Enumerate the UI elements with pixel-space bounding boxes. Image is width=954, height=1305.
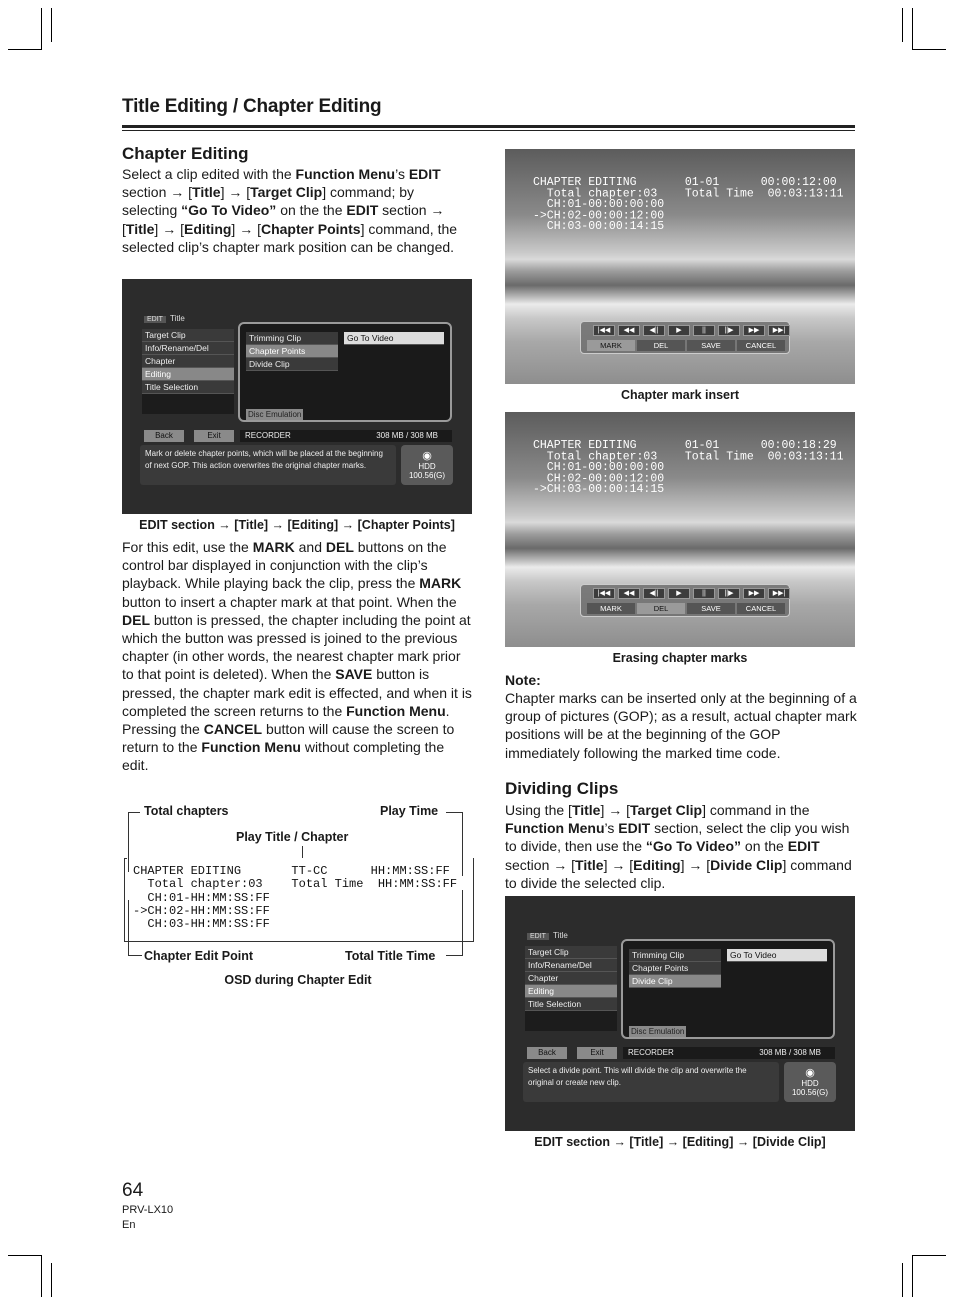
label-chapter-edit-point: Chapter Edit Point [144,949,254,963]
screen3-caption: EDIT section → [Title] → [Editing] → [Divide Clip] [534,1135,826,1149]
menu-panel [238,322,452,422]
section-heading-chapter-editing: Chapter Editing [122,144,249,163]
disc-icon: ◉ [805,1067,815,1079]
recorder-bar [623,1047,835,1059]
osd-line: CHAPTER EDITING TT-CC HH:MM:SS:FF [133,864,450,878]
osd-line: CH:01-00:00:00:00 [533,197,665,212]
step-forward-button[interactable]: ||▶ [718,588,740,599]
beach-osd [533,438,844,497]
cancel-button[interactable]: CANCEL [737,603,785,614]
note-heading: Note: [505,672,541,688]
crop-mark [912,49,946,50]
menu-left-column [525,946,617,1031]
pause-button[interactable]: || [693,325,715,336]
menu-item[interactable]: Target Clip [142,329,234,342]
menu-item[interactable]: Info/Rename/Del [525,959,617,972]
go-to-video-item[interactable]: Go To Video [727,949,827,962]
edit-menu-screen-divide-clip [505,896,855,1131]
save-button[interactable]: SAVE [687,603,735,614]
menu-item[interactable]: Divide Clip [629,975,721,988]
capacity-value: 308 MB / 308 MB [376,431,438,440]
pause-button[interactable]: || [693,588,715,599]
page-number: 64 [122,1180,144,1201]
label-total-title-time: Total Title Time [345,949,436,963]
go-to-video-item[interactable]: Go To Video [344,332,444,345]
osd-line: CHAPTER EDITING 01-01 00:00:18:29 [533,438,837,453]
mark-button[interactable]: MARK [587,340,635,351]
osd-line: ->CH:02-00:00:12:00 [533,208,665,223]
skip-back-button[interactable]: |◀◀ [593,325,615,336]
menu-item[interactable]: Chapter [525,972,617,985]
disc-emulation-item[interactable]: Disc Emulation [631,1027,685,1036]
help-message: Select a divide point. This will divide the clip and overwrite the original or create new clip. [523,1062,779,1102]
save-button[interactable]: SAVE [687,340,735,351]
crop-mark [51,1263,52,1297]
note-text: Chapter marks can be inserted only at the beginning of a group of pictures (GOP); as a result, actual chapter mark positions will be at the beginning of the GOP immediately following the marked time code. [505,690,857,761]
osd-caption: OSD during Chapter Edit [224,973,372,987]
recorder-label: RECORDER [628,1048,674,1057]
crop-mark [912,1255,913,1297]
help-message: Mark or delete chapter points, which will be placed at the beginning of next GOP. This action overwrites the original chapter marks. [140,445,396,485]
osd-line: CH:01-00:00:00:00 [533,460,665,475]
page-title: Title Editing / Chapter Editing [122,96,382,117]
language-code: En [122,1219,136,1231]
menu-mid-column [629,949,721,988]
skip-forward-button[interactable]: ▶▶| [768,325,790,336]
osd-line: CH:03-HH:MM:SS:FF [133,917,270,932]
osd-line: Total chapter:03 Total Time HH:MM:SS:FF [133,877,458,892]
cancel-button[interactable]: CANCEL [737,340,785,351]
crop-mark [902,1263,903,1297]
play-button[interactable]: ▶ [668,325,690,336]
menu-left-column [142,329,234,414]
recorder-bar [240,430,452,442]
play-button[interactable]: ▶ [668,588,690,599]
rewind-button[interactable]: ◀◀ [618,325,640,336]
model-code: PRV-LX10 [122,1204,174,1216]
osd-line: Total chapter:03 Total Time 00:03:13:11 [533,449,844,464]
menu-item[interactable]: Title Selection [525,998,617,1011]
control-bar [580,584,790,617]
title-rule-thin [122,130,855,131]
osd-lines [133,865,457,931]
del-button[interactable]: DEL [637,603,685,614]
recorder-label: RECORDER [245,431,291,440]
chapter-editing-intro: Select a clip edited with the Function Menu’s EDIT section → [Title] → [Target Clip] command; by selecting “Go To Video” on the the EDIT section → [Title] → [Editing] → [Chapter Points] command, the selected clip’s chapter mark position can be changed. [122,166,458,255]
crop-mark [41,1255,42,1297]
disc-icon: ◉ [422,450,432,462]
back-button[interactable]: Back [527,1047,567,1059]
back-button[interactable]: Back [144,430,184,442]
hdd-label: HDD [801,1079,819,1088]
osd-line: CH:02-00:00:12:00 [533,471,665,486]
menu-item[interactable]: Target Clip [525,946,617,959]
crop-mark [8,1255,42,1256]
rewind-button[interactable]: ◀◀ [618,588,640,599]
menu-item[interactable]: Chapter Points [629,962,721,975]
step-forward-button[interactable]: ||▶ [718,325,740,336]
osd-line: ->CH:02-HH:MM:SS:FF [133,903,270,918]
exit-button[interactable]: Exit [194,430,234,442]
title-rule [122,125,855,128]
menu-item[interactable]: Title Selection [142,381,234,394]
beach-osd [533,175,844,234]
beach2-caption: Erasing chapter marks [612,651,748,665]
menu-mid-column [246,332,338,371]
menu-item[interactable]: Divide Clip [246,358,338,371]
exit-button[interactable]: Exit [577,1047,617,1059]
osd-line: CH:01-HH:MM:SS:FF [133,890,270,905]
osd-line: CH:03-00:00:14:15 [533,219,665,234]
step-back-button[interactable]: ◀|| [643,588,665,599]
osd-line: CHAPTER EDITING 01-01 00:00:12:00 [533,175,837,190]
skip-back-button[interactable]: |◀◀ [593,588,615,599]
osd-diagram [120,800,476,1000]
menu-item[interactable]: Chapter [142,355,234,368]
chapter-editing-body: For this edit, use the MARK and DEL buttons on the control bar displayed in conjunction with the clip’s playback. While playing back the clip, press the MARK button to insert a chapter mark at that point. When the DEL button is pressed, the chapter including the point at which the button was pressed is joined to the previous chapter (in other words, the nearest chapter mark prior to that point is deleted). When the SAVE button is pressed, the chapter mark edit is effected, and when it is completed the screen returns to the Function Menu. Pressing the CANCEL button will cause the screen to return to the Function Menu without completing the edit. [122,539,472,774]
hdd-indicator [784,1062,836,1102]
crop-mark [8,49,42,50]
edit-menu-screen-chapter-points [122,279,472,514]
del-button[interactable]: DEL [637,340,685,351]
menu-item[interactable]: Editing [525,985,617,998]
menu-item[interactable]: Info/Rename/Del [142,342,234,355]
disc-emulation-item[interactable]: Disc Emulation [248,410,302,419]
mark-button[interactable]: MARK [587,603,635,614]
hdd-indicator [401,445,453,485]
menu-tab: EDIT Title [144,314,185,323]
label-total-chapters: Total chapters [144,804,229,818]
fast-forward-button[interactable]: ▶▶ [743,588,765,599]
crop-mark [41,8,42,50]
menu-tab: EDIT Title [527,931,568,940]
beach-screen-erase [505,412,855,647]
menu-item[interactable]: Editing [142,368,234,381]
label-play-title-chapter: Play Title / Chapter [236,830,349,844]
crop-mark [912,8,913,50]
osd-line: Total chapter:03 Total Time 00:03:13:11 [533,186,844,201]
hdd-label: HDD [418,462,436,471]
label-play-time: Play Time [380,804,439,818]
capacity-value: 308 MB / 308 MB [759,1048,821,1057]
section-heading-dividing-clips: Dividing Clips [505,779,619,798]
screen1-caption: EDIT section → [Title] → [Editing] → [Chapter Points] [139,518,455,532]
skip-forward-button[interactable]: ▶▶| [768,588,790,599]
osd-line: ->CH:03-00:00:14:15 [533,482,665,497]
hdd-value: 100.56(G) [791,1088,829,1097]
fast-forward-button[interactable]: ▶▶ [743,325,765,336]
crop-mark [912,1255,946,1256]
menu-panel [621,939,835,1039]
menu-item[interactable]: Trimming Clip [246,332,338,345]
menu-item[interactable]: Chapter Points [246,345,338,358]
menu-item[interactable]: Trimming Clip [629,949,721,962]
step-back-button[interactable]: ◀|| [643,325,665,336]
crop-mark [51,8,52,42]
beach1-caption: Chapter mark insert [620,388,740,402]
beach-screen-mark-insert [505,149,855,384]
control-bar [580,321,790,354]
hdd-value: 100.56(G) [408,471,446,480]
dividing-clips-text: Using the [Title] → [Target Clip] command in the Function Menu’s EDIT section, select the clip you wish to divide, then use the “Go To Video” on the EDIT section → [Title] → [Editing] → [Divide Clip] command to divide the selected clip. [505,802,852,891]
crop-mark [902,8,903,42]
